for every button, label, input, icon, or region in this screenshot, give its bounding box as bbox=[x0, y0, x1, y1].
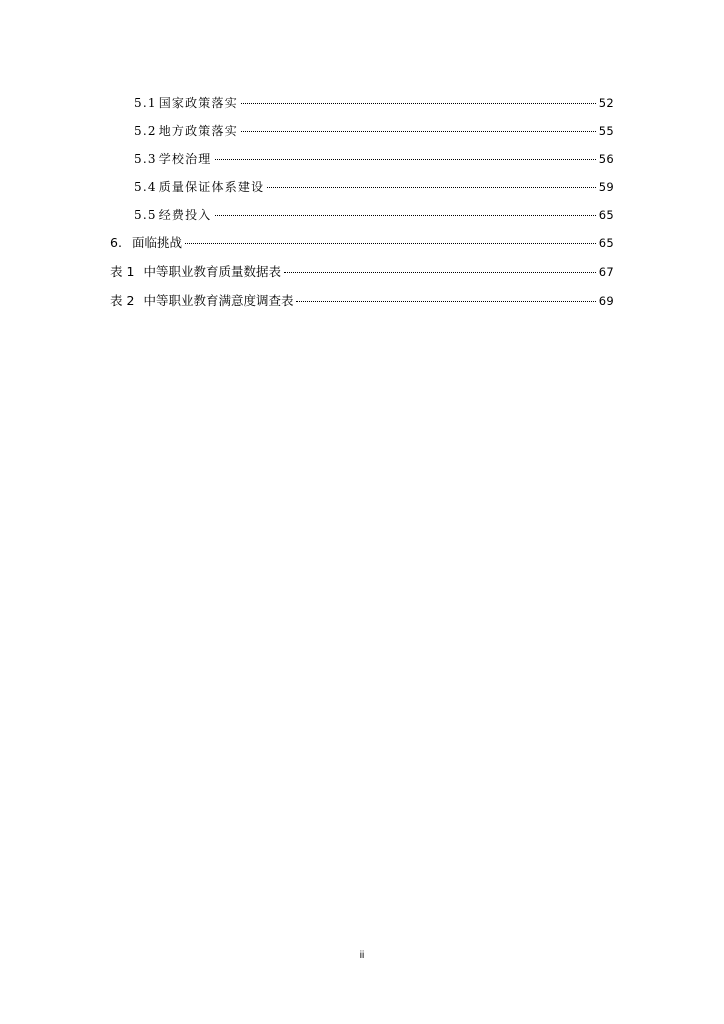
toc-entry-title: 学校治理 bbox=[158, 152, 212, 166]
toc-entry-page: 67 bbox=[598, 265, 614, 279]
toc-entry-page: 65 bbox=[598, 208, 614, 222]
toc-entry-5-5[interactable] bbox=[134, 205, 614, 225]
toc-entry-title: 质量保证体系建设 bbox=[158, 180, 265, 194]
toc-entry-title: 经费投入 bbox=[158, 208, 212, 222]
dot-leader bbox=[215, 159, 596, 160]
toc-entry-number: 6. bbox=[110, 235, 122, 250]
toc-entry-page: 59 bbox=[598, 180, 614, 194]
toc-entry-title: 中等职业教育质量数据表 bbox=[143, 264, 281, 279]
toc-entry-title: 地方政策落实 bbox=[158, 124, 238, 138]
toc-entry-page: 56 bbox=[598, 152, 614, 166]
toc-entry-5-4[interactable] bbox=[134, 177, 614, 197]
toc-entry-title: 国家政策落实 bbox=[158, 96, 238, 110]
toc-entry-title: 中等职业教育满意度调查表 bbox=[143, 293, 294, 308]
dot-leader bbox=[241, 131, 596, 132]
toc-entry-5-1[interactable] bbox=[134, 93, 614, 113]
dot-leader bbox=[215, 215, 596, 216]
page-number: ii bbox=[359, 950, 365, 961]
dot-leader bbox=[284, 272, 596, 273]
toc-entry-5-3[interactable] bbox=[134, 149, 614, 169]
toc-entry-page: 69 bbox=[598, 294, 614, 308]
toc-entry-table-2[interactable] bbox=[110, 291, 614, 311]
toc-entry-number: 5.5 bbox=[134, 208, 157, 222]
dot-leader bbox=[267, 187, 595, 188]
dot-leader bbox=[296, 301, 595, 302]
dot-leader bbox=[185, 243, 596, 244]
toc-entry-page: 55 bbox=[598, 124, 614, 138]
toc-entry-6[interactable] bbox=[110, 233, 614, 253]
toc-entry-number: 表 1 bbox=[110, 264, 135, 279]
toc-entry-title: 面临挑战 bbox=[131, 235, 182, 250]
toc-entry-number: 5.1 bbox=[134, 96, 157, 110]
toc-entry-number: 5.2 bbox=[134, 124, 157, 138]
toc-entry-number: 5.3 bbox=[134, 152, 157, 166]
toc-entry-page: 52 bbox=[598, 96, 614, 110]
toc-entry-5-2[interactable] bbox=[134, 121, 614, 141]
toc-entry-page: 65 bbox=[598, 236, 614, 250]
dot-leader bbox=[241, 103, 596, 104]
toc-entry-table-1[interactable] bbox=[110, 262, 614, 282]
toc-entry-number: 表 2 bbox=[110, 293, 135, 308]
toc-entry-number: 5.4 bbox=[134, 180, 157, 194]
